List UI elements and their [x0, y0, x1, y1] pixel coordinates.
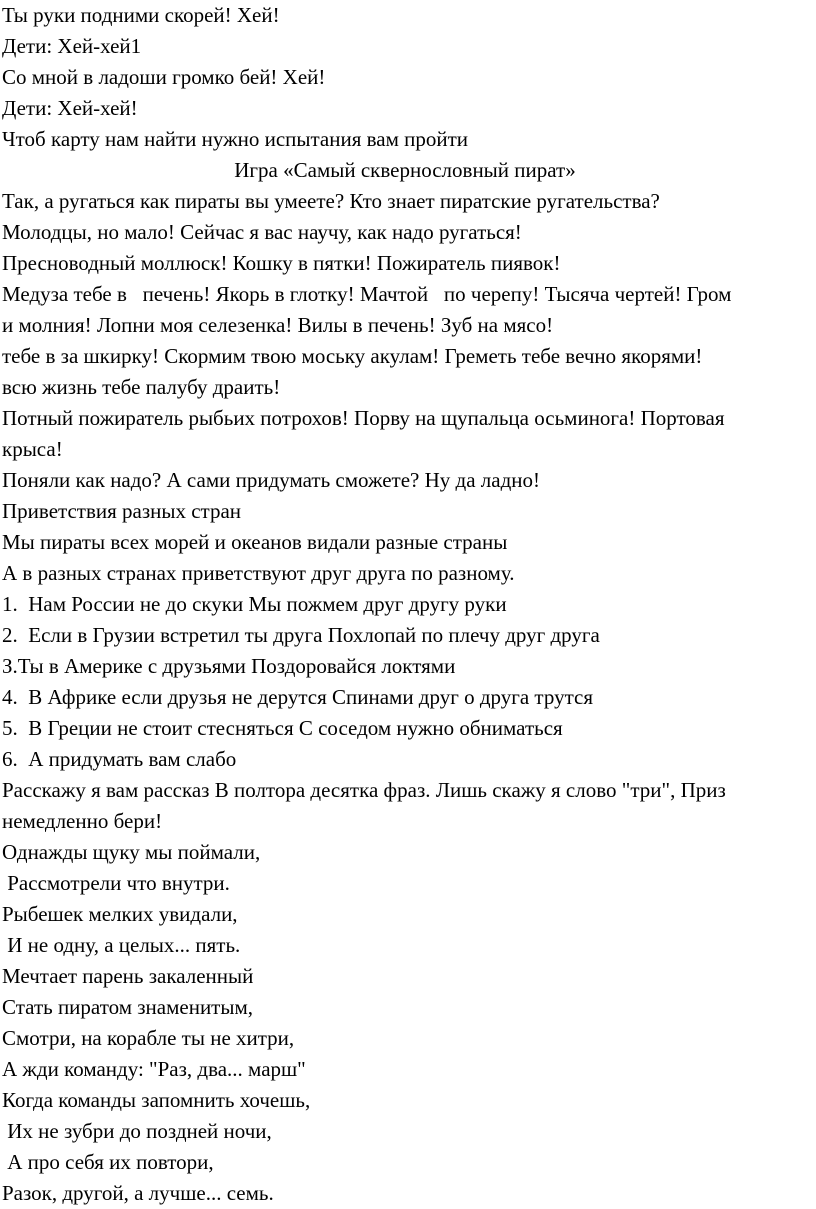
text-line: немедленно бери! [2, 809, 163, 833]
text-line: крыса! [2, 437, 63, 461]
text-line: Пресноводный моллюск! Кошку в пятки! Пожиратель пиявок! [2, 251, 561, 275]
text-line: Расскажу я вам рассказ В полтора десятка фраз. Лишь скажу я слово "три", Приз [2, 778, 726, 802]
section-heading: Игра «Самый сквернословный пират» [234, 158, 576, 182]
section-heading: Приветствия разных стран [2, 499, 242, 523]
text-line: Поняли как надо? А сами придумать сможете? Ну да ладно! [2, 468, 541, 492]
text-line: Молодцы, но мало! Сейчас я вас научу, как надо ругаться! [2, 220, 522, 244]
text-line: Потный пожиратель рыбьих потрохов! Порву на щупальца осьминога! Портовая [2, 406, 725, 430]
poem-line: Рыбешек мелких увидали, [2, 902, 238, 926]
text-line: Ты руки подними скорей! Хей! [2, 3, 280, 27]
text-line: Мы пираты всех морей и океанов видали разные страны [2, 530, 508, 554]
list-item: З.Ты в Америке с друзьями Поздоровайся локтями [2, 654, 456, 678]
list-item: 2. Если в Грузии встретил ты друга Похлопай по плечу друг друга [2, 623, 600, 647]
poem-line: Их не зубри до поздней ночи, [2, 1119, 272, 1143]
text-line: Чтоб карту нам найти нужно испытания вам пройти [2, 127, 469, 151]
poem-line: А жди команду: "Раз, два... марш" [2, 1057, 306, 1081]
poem-line: Разок, другой, а лучше... семь. [2, 1181, 274, 1205]
list-item: 6. А придумать вам слабо [2, 747, 237, 771]
text-line: Так, а ругаться как пираты вы умеете? Кто знает пиратские ругательства? [2, 189, 660, 213]
text-line: всю жизнь тебе палубу драить! [2, 375, 281, 399]
text-line: Медуза тебе в печень! Якорь в глотку! Мачтой по черепу! Тысяча чертей! Гром [2, 282, 732, 306]
poem-line: Рассмотрели что внутри. [2, 871, 230, 895]
list-item: 1. Нам России не до скуки Мы пожмем друг другу руки [2, 592, 507, 616]
poem-line: Смотри, на корабле ты не хитри, [2, 1026, 295, 1050]
poem-line: Мечтает парень закаленный [2, 964, 254, 988]
poem-line: А про себя их повтори, [2, 1150, 214, 1174]
poem-line: Однажды щуку мы поймали, [2, 840, 261, 864]
list-item: 5. В Греции не стоит стесняться С соседом нужно обниматься [2, 716, 563, 740]
text-line: Дети: Хей-хей1 [2, 34, 142, 58]
poem-line: Стать пиратом знаменитым, [2, 995, 254, 1019]
text-line: А в разных странах приветствуют друг друга по разному. [2, 561, 515, 585]
text-line: тебе в за шкирку! Скормим твою моську акулам! Греметь тебе вечно якорями! [2, 344, 703, 368]
document-body [2, 0, 808, 1209]
text-line: Дети: Хей-хей! [2, 96, 138, 120]
text-line: Со мной в ладоши громко бей! Хей! [2, 65, 326, 89]
list-item: 4. В Африке если друзья не дерутся Спинами друг о друга трутся [2, 685, 593, 709]
text-line: и молния! Лопни моя селезенка! Вилы в печень! Зуб на мясо! [2, 313, 554, 337]
poem-line: И не одну, а целых... пять. [2, 933, 241, 957]
poem-line: Когда команды запомнить хочешь, [2, 1088, 311, 1112]
